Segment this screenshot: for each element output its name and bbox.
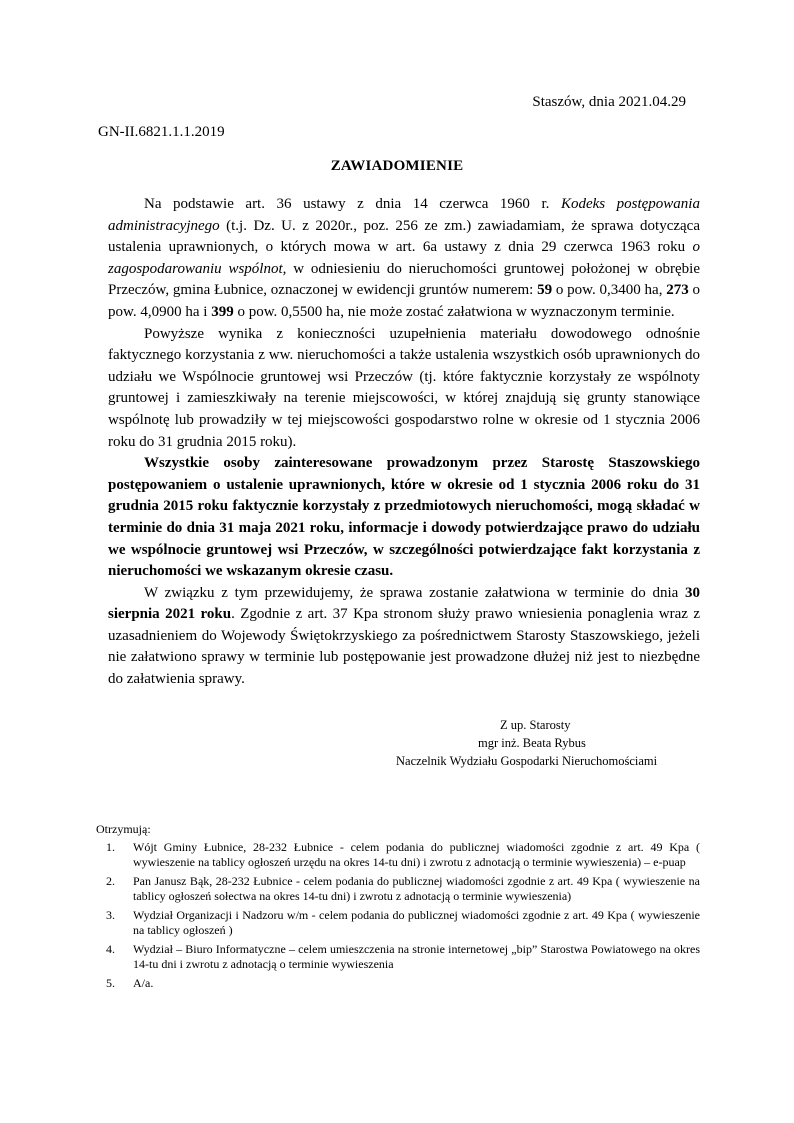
signature-authority: Z up. Starosty: [500, 718, 571, 732]
text-run: o pow. 4,0900 ha i: [108, 282, 700, 320]
list-item-number: 3.: [106, 908, 115, 922]
text-run: 399: [211, 303, 234, 320]
paragraph-3: [108, 453, 700, 583]
list-item-number: 4.: [106, 942, 115, 956]
text-run: 59: [537, 282, 553, 299]
list-item-text: A/a.: [133, 976, 154, 990]
text-run: Na podstawie art. 36 ustawy z dnia 14 czerwca 1960 r.: [144, 196, 561, 212]
list-item-number: 5.: [106, 976, 115, 990]
list-item-number: 2.: [106, 874, 115, 888]
list-item: [96, 908, 700, 938]
recipients-header: Otrzymują:: [96, 822, 151, 836]
document-title: ZAWIADOMIENIE: [330, 158, 464, 174]
document-body: [108, 194, 700, 691]
paragraph-4: [108, 583, 700, 691]
list-item: [96, 942, 700, 972]
text-run: 273: [666, 282, 689, 299]
document-date: Staszów, dnia 2021.04.29: [532, 94, 686, 110]
text-run: 30 sierpnia 2021 roku: [108, 584, 700, 623]
text-run: w odniesieniu do nieruchomości gruntowej położonej w obrębie Przeczów, gmina Łubnice, oznaczonej w ewidencji gruntów numerem:: [108, 260, 700, 299]
text-run: Kodeks postępowania administracyjnego: [108, 196, 700, 234]
list-item-text: Pan Janusz Bąk, 28-232 Łubnice - celem podania do publicznej wiadomości zgodnie z art. 49 Kpa ( wywieszenie na tablicy ogłoszeń sołectwa na okres 14-tu dni) i zwrotu z adnotacją o terminie wywieszenia): [133, 874, 700, 903]
list-item-number: 1.: [106, 840, 115, 854]
list-item: [96, 840, 700, 870]
list-item: [96, 976, 700, 991]
text-run: W związku z tym przewidujemy, że sprawa zostanie załatwiona w terminie do dnia: [144, 584, 685, 601]
list-item-text: Wydział – Biuro Informatyczne – celem umieszczenia na stronie internetowej „bip” Starostwa Powiatowego na okres 14-tu dni i zwrotu z adnotacją o terminie wywieszenia: [133, 942, 700, 971]
text-run: o pow. 0,5500 ha, nie może zostać załatwiona w wyznaczonym terminie.: [233, 303, 675, 320]
paragraph-1: [108, 194, 700, 324]
list-item-text: Wydział Organizacji i Nadzoru w/m - celem podania do publicznej wiadomości zgodnie z art. 49 Kpa ( wywieszenie na tablicy ogłoszeń ): [133, 908, 700, 937]
list-item: [96, 874, 700, 904]
signature-position: Naczelnik Wydziału Gospodarki Nieruchomościami: [396, 754, 658, 768]
recipients-list: [96, 840, 700, 991]
text-run: (t.j. Dz. U. z 2020r., poz. 256 ze zm.) zawiadamiam, że sprawa dotycząca ustalenia uprawnionych, o których mowa w art. 6a ustawy z dnia 29 czerwca 1963 roku: [108, 217, 700, 256]
text-run: . Zgodnie z art. 37 Kpa stronom służy prawo wniesienia ponaglenia wraz z uzasadnieniem do Wojewody Świętokrzyskiego za pośrednictwem Starosty Staszowskiego, jeżeli nie załatwiono sprawy w terminie lub postępowanie jest prowadzone dłużej niż jest to niezbędne do załatwienia sprawy.: [108, 606, 700, 688]
paragraph-2: [108, 324, 700, 454]
text-run: o pow. 0,3400 ha,: [552, 282, 667, 299]
text-run: Wszystkie osoby zainteresowane prowadzonym przez Starostę Staszowskiego postępowaniem o ustalenie uprawnionych, które w okresie od 1 stycznia 2006 roku do 31 grudnia 2015 roku faktycznie korzystały z przedmiotowych nieruchomości, mogą składać w terminie do dnia 31 maja 2021 roku, informacje i dowody potwierdzające prawo do udziału we wspólnocie gruntowej wsi Przeczów, w szczególności potwierdzające fakt korzystania z nieruchomości we wskazanym okresie czasu.: [108, 455, 700, 580]
signature-block: [360, 716, 770, 770]
list-item-text: Wójt Gminy Łubnice, 28-232 Łubnice - celem podania do publicznej wiadomości zgodnie z art. 49 Kpa ( wywieszenie na tablicy ogłoszeń urzędu na okres 14-tu dni) i zwrotu z adnotacją o terminie wywieszenia) – e-puap: [133, 840, 700, 869]
case-signature: GN-II.6821.1.1.2019: [98, 124, 225, 140]
text-run: o zagospodarowaniu wspólnot,: [108, 239, 700, 277]
recipients-section: [96, 822, 700, 995]
signature-name: mgr inż. Beata Rybus: [478, 736, 586, 750]
text-run: Powyższe wynika z konieczności uzupełnienia materiału dowodowego odnośnie faktycznego korzystania z ww. nieruchomości a także ustalenia wszystkich osób uprawnionych do udziału we Wspólnocie gruntowej wsi Przeczów (tj. które faktycznie korzystały ze wspólnoty gruntowej i zamieszkiwały na terenie miejscowości, w której znajdują się grunty stanowiące wspólnotę lub prowadziły w tej miejscowości gospodarstwo rolne w okresie od 1 stycznia 2006 roku do 31 grudnia 2015 roku).: [108, 325, 700, 450]
